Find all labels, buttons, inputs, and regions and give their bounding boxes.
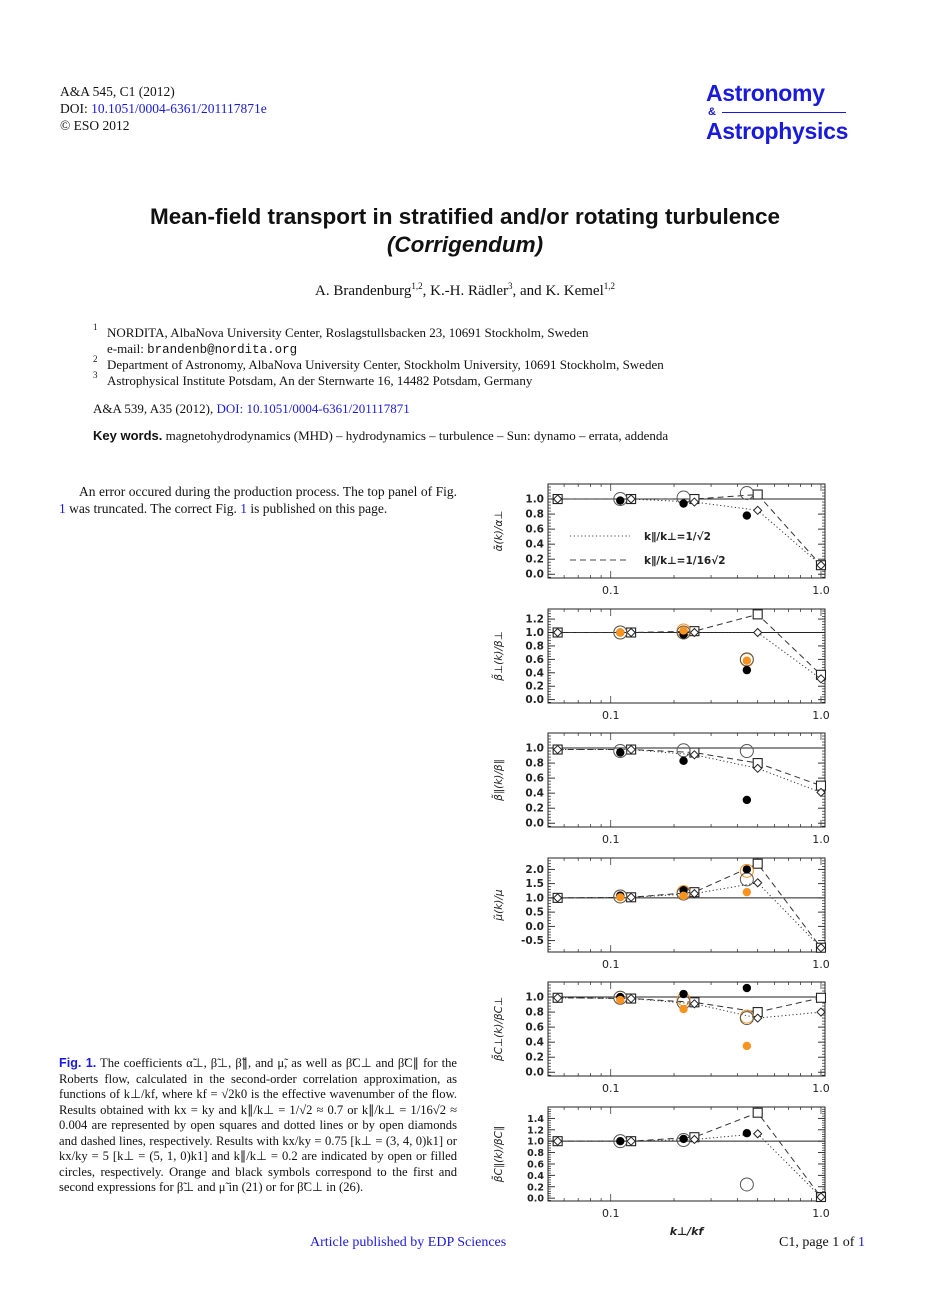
y-tick-label: 0.2 xyxy=(527,1182,544,1194)
chart-panel-5 xyxy=(491,982,830,1095)
x-axis-label: k⊥/kf xyxy=(669,1225,704,1238)
series-line xyxy=(558,750,821,786)
plot-frame xyxy=(548,733,825,827)
series-line xyxy=(558,1113,821,1197)
data-point-filled-circle xyxy=(616,996,624,1004)
y-tick-label: 1.0 xyxy=(525,742,544,755)
data-point-filled-circle xyxy=(743,984,751,992)
data-point-open-circle xyxy=(740,487,753,500)
y-tick-label: 0.4 xyxy=(525,787,544,800)
body-text: is published on this page. xyxy=(246,501,388,516)
doi-label: DOI: xyxy=(60,101,88,116)
x-tick-label: 0.1 xyxy=(601,833,620,846)
x-tick-label: 1.0 xyxy=(812,1082,830,1095)
y-tick-label: 0.0 xyxy=(525,568,544,581)
data-point-filled-circle xyxy=(743,1129,751,1137)
y-tick-label: 0.8 xyxy=(527,1148,544,1160)
data-point-open-circle xyxy=(740,1178,753,1191)
y-tick-label: 0.8 xyxy=(525,640,544,653)
y-tick-label: -0.5 xyxy=(521,935,544,948)
x-tick-label: 0.1 xyxy=(601,1207,620,1220)
y-tick-label: 0.6 xyxy=(527,1159,544,1171)
data-point-filled-circle xyxy=(743,666,751,674)
series-filled-circles xyxy=(616,748,751,804)
y-tick-label: 0.4 xyxy=(527,1170,544,1182)
affiliation-text: Department of Astronomy, AlbaNova University Center, Stockholm University, 10691 Stockholm, Sweden xyxy=(107,357,664,372)
x-tick-label: 1.0 xyxy=(812,833,830,846)
email-label: e-mail: xyxy=(107,341,148,356)
y-tick-label: 0.0 xyxy=(527,1193,544,1205)
y-tick-label: 1.4 xyxy=(527,1113,544,1125)
data-point-filled-circle xyxy=(743,1042,751,1050)
y-tick-label: 1.2 xyxy=(527,1125,544,1137)
body-text: was truncated. The correct Fig. xyxy=(65,501,241,516)
y-tick-label: 1.0 xyxy=(525,493,544,506)
data-point-filled-circle xyxy=(743,511,751,519)
email-address[interactable]: brandenb@nordita.org xyxy=(147,343,298,357)
article-subtitle: (Corrigendum) xyxy=(386,232,544,257)
series-filled-circles-orange xyxy=(616,996,751,1050)
figure-ref-link[interactable]: 1 xyxy=(59,501,66,516)
body-text: An error occured during the production process. The top panel of Fig. xyxy=(79,484,457,499)
journal-header xyxy=(60,83,267,134)
affiliation-number: 1 xyxy=(93,322,98,332)
article-title-block xyxy=(0,203,930,259)
chart-panel-4 xyxy=(493,858,830,971)
y-axis-label: α̃(k)/α⊥ xyxy=(493,510,505,552)
data-point-diamond xyxy=(754,879,762,887)
affiliation xyxy=(93,354,664,373)
y-tick-label: 0.0 xyxy=(525,1066,544,1079)
author-affil: 1,2 xyxy=(603,281,616,291)
chart-panel-3 xyxy=(491,733,830,846)
series-squares-dashed xyxy=(553,610,825,679)
data-point-filled-circle xyxy=(743,796,751,804)
chart-panel-2 xyxy=(491,609,830,722)
logo-astronomy: Astronomy xyxy=(706,80,825,106)
y-axis-label: β̃C∥(k)/βC∥ xyxy=(493,1125,505,1183)
y-tick-label: 0.0 xyxy=(525,694,544,707)
y-tick-label: 0.8 xyxy=(525,1006,544,1019)
logo-ampersand: & xyxy=(708,106,716,118)
data-point-square xyxy=(816,993,825,1002)
author-affil: 1,2 xyxy=(411,281,423,291)
affiliation xyxy=(93,322,664,341)
data-point-open-circle xyxy=(740,873,753,886)
y-tick-label: 1.2 xyxy=(525,613,544,626)
data-point-filled-circle xyxy=(616,748,624,756)
keywords-label: Key words. xyxy=(93,428,163,443)
data-point-filled-circle xyxy=(679,757,687,765)
data-point-filled-circle xyxy=(616,628,624,636)
series-filled-circles xyxy=(616,496,751,519)
y-tick-label: 2.0 xyxy=(525,863,544,876)
y-tick-label: 0.4 xyxy=(525,1036,544,1049)
y-tick-label: 0.6 xyxy=(525,653,544,666)
series-filled-circles xyxy=(616,1129,751,1145)
series-line xyxy=(558,998,821,1018)
plot-frame xyxy=(548,609,825,703)
data-point-filled-circle xyxy=(616,496,624,504)
data-point-open-circle xyxy=(677,744,690,757)
copyright: © ESO 2012 xyxy=(60,118,130,133)
figure-ref-link[interactable]: 1 xyxy=(240,501,247,516)
affiliation-text: NORDITA, AlbaNova University Center, Roslagstullsbacken 23, 10691 Stockholm, Sweden xyxy=(107,325,589,340)
y-tick-label: 0.6 xyxy=(525,523,544,536)
email-line xyxy=(93,341,664,357)
data-point-square xyxy=(753,490,762,499)
affiliations xyxy=(93,322,664,389)
original-article-ref xyxy=(93,401,410,417)
y-axis-label: β̃⊥(k)/β⊥ xyxy=(493,631,505,681)
series-line xyxy=(558,750,821,793)
author-affil: 3 xyxy=(508,281,513,291)
y-tick-label: 0.5 xyxy=(525,906,544,919)
original-ref-text: A&A 539, A35 (2012), xyxy=(93,401,217,416)
author: K. Kemel xyxy=(545,283,604,299)
series-line xyxy=(558,633,821,679)
author: A. Brandenburg xyxy=(314,283,412,299)
x-tick-label: 1.0 xyxy=(812,709,830,722)
x-tick-label: 1.0 xyxy=(812,1207,830,1220)
y-tick-label: 0.0 xyxy=(525,920,544,933)
doi-link[interactable]: 10.1051/0004-6361/201117871e xyxy=(91,101,267,116)
body-paragraph xyxy=(59,483,457,517)
y-tick-label: 1.0 xyxy=(525,627,544,639)
data-point-square xyxy=(753,1108,762,1117)
x-tick-label: 0.1 xyxy=(601,958,620,971)
data-point-filled-circle xyxy=(743,888,751,896)
x-tick-label: 0.1 xyxy=(601,1082,620,1095)
data-point-filled-circle xyxy=(679,892,687,900)
x-tick-label: 1.0 xyxy=(812,958,830,971)
data-point-square xyxy=(753,859,762,868)
data-point-open-circle xyxy=(740,745,753,758)
series-diamonds-dotted xyxy=(554,1130,825,1201)
author-separator: , and xyxy=(512,283,546,299)
y-tick-label: 1.0 xyxy=(525,892,544,905)
data-point-filled-circle xyxy=(679,1135,687,1143)
chart-panel-6 xyxy=(491,1107,830,1238)
y-tick-label: 1.0 xyxy=(525,991,544,1004)
y-tick-label: 0.4 xyxy=(525,538,544,551)
figure-label: Fig. 1. xyxy=(59,1056,97,1070)
plot-frame xyxy=(548,1107,825,1201)
data-point-filled-circle xyxy=(743,865,751,873)
page-prefix: C1, page 1 of xyxy=(779,1235,858,1250)
publisher-link[interactable]: Article published by EDP Sciences xyxy=(310,1235,507,1250)
keywords-text: magnetohydrodynamics (MHD) – hydrodynamics – turbulence – Sun: dynamo – errata, addenda xyxy=(165,428,669,443)
page-number xyxy=(779,1235,865,1251)
chart-panel-1 xyxy=(493,484,830,597)
author-list xyxy=(0,283,930,300)
data-point-filled-circle xyxy=(679,990,687,998)
series-filled-circles-black xyxy=(616,628,751,674)
affiliation xyxy=(93,370,664,389)
y-tick-label: 0.8 xyxy=(525,508,544,521)
x-tick-label: 1.0 xyxy=(812,584,830,597)
y-tick-label: 0.6 xyxy=(525,1021,544,1034)
affiliation-number: 3 xyxy=(93,370,98,380)
data-point-filled-circle xyxy=(679,499,687,507)
data-point-square xyxy=(753,610,762,619)
y-tick-label: 0.4 xyxy=(525,667,544,680)
author-separator: , xyxy=(422,283,431,299)
series-line xyxy=(558,614,821,674)
data-point-filled-circle xyxy=(616,1137,624,1145)
data-point-filled-circle xyxy=(743,657,751,665)
x-tick-label: 0.1 xyxy=(601,709,620,722)
y-tick-label: 0.2 xyxy=(525,553,544,566)
legend-label: k∥/k⊥=1/16√2 xyxy=(644,555,726,567)
y-axis-label: β̃C⊥(k)/βC⊥ xyxy=(493,996,505,1062)
figure-1-panels xyxy=(480,470,840,1250)
article-title: Mean-field transport in stratified and/or rotating turbulence xyxy=(149,204,781,229)
y-axis-label: β̃∥(k)/β∥ xyxy=(493,759,505,801)
y-tick-label: 0.2 xyxy=(525,1051,544,1064)
y-tick-label: 0.0 xyxy=(525,817,544,830)
journal-ref: A&A 545, C1 (2012) xyxy=(60,84,175,99)
data-point-filled-circle xyxy=(616,893,624,901)
keywords xyxy=(93,428,668,444)
doi-line xyxy=(60,100,267,117)
affiliation-number: 2 xyxy=(93,354,98,364)
y-axis-label: μ̃(k)/μ xyxy=(493,889,505,921)
series-squares-dashed xyxy=(553,745,825,790)
y-tick-label: 0.2 xyxy=(525,802,544,815)
author: K.-H. Rädler xyxy=(430,283,509,299)
series-squares-dashed xyxy=(553,859,825,952)
legend-label: k∥/k⊥=1/√2 xyxy=(644,531,711,543)
original-doi-link[interactable]: DOI: 10.1051/0004-6361/201117871 xyxy=(216,401,410,416)
data-point-diamond xyxy=(754,629,762,637)
series-line xyxy=(558,864,821,948)
y-tick-label: 1.0 xyxy=(527,1136,544,1148)
figure-caption xyxy=(59,1056,457,1196)
x-tick-label: 0.1 xyxy=(601,584,620,597)
logo-rule xyxy=(722,112,846,113)
series-diamonds-dotted xyxy=(554,629,825,683)
logo-astrophysics: Astrophysics xyxy=(706,118,849,144)
data-point-filled-circle xyxy=(679,626,687,634)
caption-text: The coefficients α̃⊥, β̃⊥, β̃∥, and μ̃, as well as β̃C⊥ and β̃C∥ for the Roberts flow, calculated in the second-order correlation approximation, as functions of k⊥/kf, where kf = √2k0 is the effective wavenumber of the flow. Results obtained with kx = ky and k∥/k⊥ = 1/√2 ≈ 0.7 or k∥/k⊥ = 1/16√2 ≈ 0.004 are represented by open squares and dotted lines or by open diamonds and dashed lines, respectively. Results with kx/ky = 0.75 [k⊥ = (3, 4, 0)k1] or kx/ky = 5 [k⊥ = (5, 1, 0)k1] and k∥/k⊥ = 0.2 are indicated by open or filled circles, respectively. Orange and black symbols correspond to the first and second expressions for β̃⊥ and μ̃ in (21) or for β̃C⊥ in (26). xyxy=(59,1056,458,1194)
y-tick-label: 0.6 xyxy=(525,772,544,785)
series-diamonds-dotted xyxy=(554,994,825,1022)
y-tick-label: 1.5 xyxy=(525,878,544,891)
y-tick-label: 0.2 xyxy=(525,680,544,693)
journal-logo xyxy=(706,80,886,146)
page-total-link[interactable]: 1 xyxy=(857,1235,865,1250)
data-point-filled-circle xyxy=(679,1005,687,1013)
y-tick-label: 0.8 xyxy=(525,757,544,770)
series-squares-dashed xyxy=(553,1108,825,1201)
plot-frame xyxy=(548,858,825,952)
affiliation-text: Astrophysical Institute Potsdam, An der Sternwarte 16, 14482 Potsdam, Germany xyxy=(107,373,533,388)
